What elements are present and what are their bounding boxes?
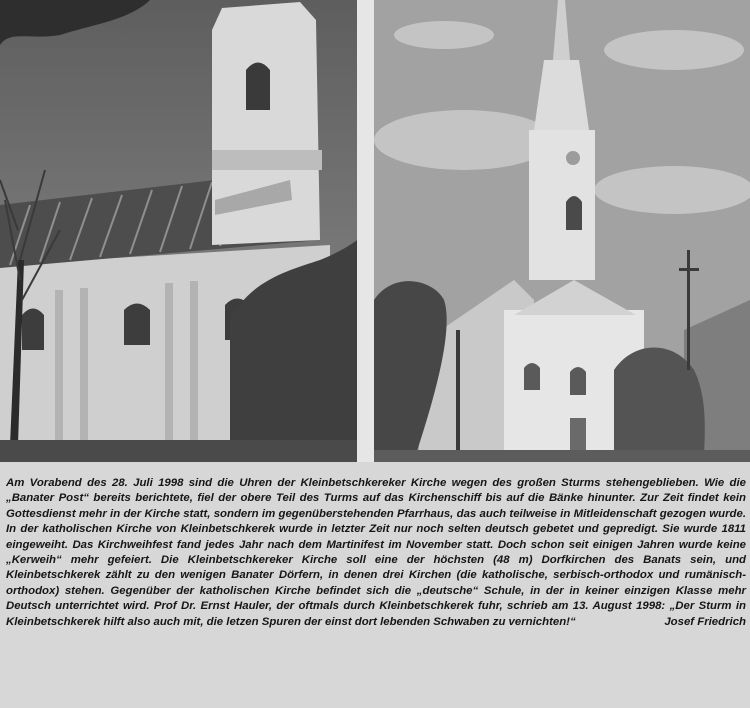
damaged-church-photo xyxy=(0,0,357,462)
tower-cornice xyxy=(212,150,322,170)
caption-text: Am Vorabend des 28. Juli 1998 sind die Uhren der Kleinbetschkereker Kirche wegen des großen Sturms stehengeblieben. Wie die „Banater Post“ bereits berichtete, fiel der obere Teil des Turms auf das Kirchenschiff bis auf die Bänke hinunter. Zur Zeit findet kein Gottesdienst mehr in der Kirche statt, sondern im gegenüberstehenden Pfarrhaus, das auch teilweise in Mitleidenschaft gezogen wurde. In der katholischen Kirche von Kleinbetschkerek wurde in letzter Zeit nur noch selten deutsch gebetet und gepredigt. Sie wurde 1811 eingeweiht. Das Kirchweihfest fand jedes Jahr nach dem Martinifest im November statt. Doch schon seit einigen Jahren wurde keine „Kerweih“ mehr gefeiert. Die Kleinbetschkereker Kirche soll eine der höchsten (48 m) Dorfkirchen des Banats sein, und Kleinbetschkerek zählt zu den wenigen Banater Dörfern, in denen drei Kirchen (die katholische, serbisch-orthodox und rumänisch-orthodox) stehen. Gegenüber der katholischen Kirche befindet sich die „deutsche“ Schule, in der in keiner einzigen Klasse mehr Deutsch unterrichtet wird. Prof Dr. Ernst Hauler, der oftmals durch Kleinbetschkerek fuhr, schrieb am 13. August 1998: „Der Sturm in Kleinbetschkerek hilft also auch mit, die letzen Spuren der einst dort lebenden Schwaben zu vernichten!“ xyxy=(6,477,746,628)
restored-church-photo xyxy=(374,0,750,462)
facade-window xyxy=(524,363,540,390)
author-name: Josef Friedrich xyxy=(664,615,746,628)
article-caption xyxy=(6,476,746,704)
ground xyxy=(0,440,357,462)
restored-church-illustration xyxy=(374,0,750,462)
nave-window xyxy=(124,304,150,346)
church-tower xyxy=(529,130,595,280)
facade-window xyxy=(570,367,586,395)
damaged-church-illustration xyxy=(0,0,357,462)
photo-gutter xyxy=(357,0,374,462)
tower-window xyxy=(246,63,270,111)
ground xyxy=(374,450,750,462)
tower-clock xyxy=(566,151,580,165)
nave-window xyxy=(22,309,44,351)
tower-window xyxy=(566,196,582,230)
